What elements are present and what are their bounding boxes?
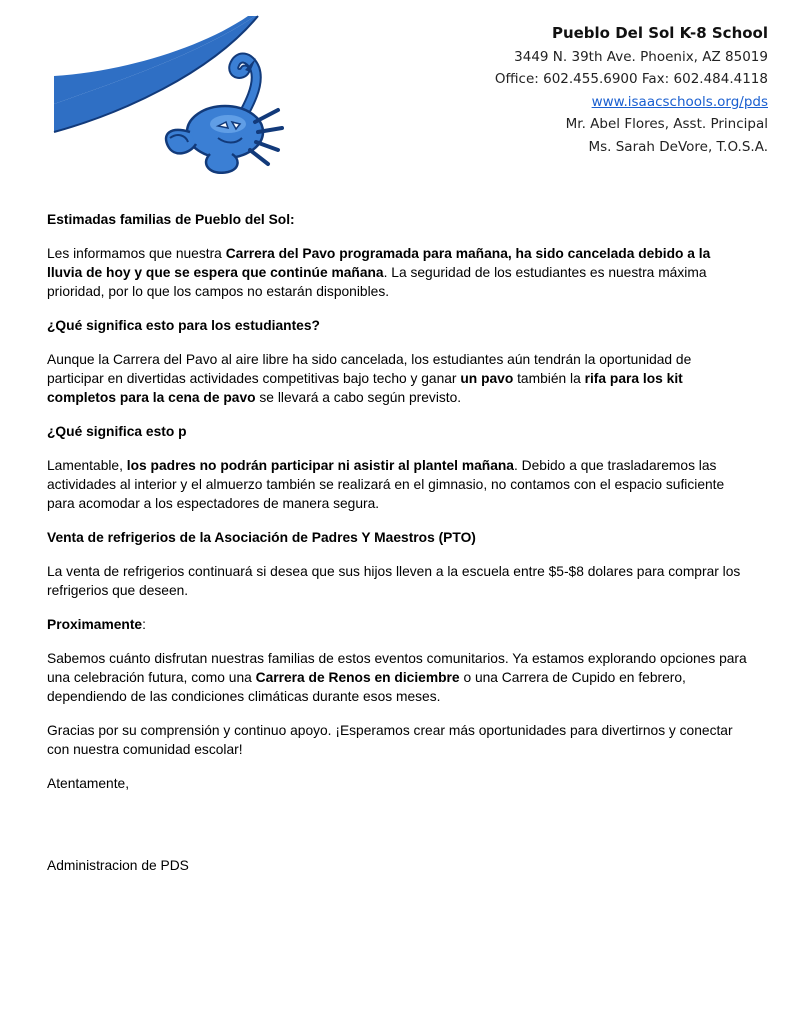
paragraph-students: Aunque la Carrera del Pavo al aire libre ha sido cancelada, los estudiantes aún tendrán la oportunidad de participar en divertidas actividades competitivas bajo techo y ganar un pavo también la rifa para los kit completos para la cena de pavo se llevará a cabo según previsto.: [47, 352, 692, 405]
heading-upcoming: Proximamente:: [47, 617, 146, 632]
tosa-name: Ms. Sarah DeVore, T.O.S.A.: [588, 138, 768, 155]
school-phone: Office: 602.455.6900 Fax: 602.484.4118: [494, 71, 768, 87]
heading-pto: Venta de refrigerios de la Asociación de Padres Y Maestros (PTO): [47, 530, 476, 545]
signature: Administracion de PDS: [47, 858, 189, 873]
paragraph-upcoming: Sabemos cuánto disfrutan nuestras familias de estos eventos comunitarios. Ya estamos explorando opciones para una celebración futura, como una Carrera de Renos en diciembre o una Carrera de Cupido en febrero, dependiendo de las condiciones climáticas durante esos meses.: [47, 651, 747, 704]
greeting: Estimadas familias de Pueblo del Sol:: [47, 212, 295, 227]
website-link[interactable]: www.isaacschools.org/pds: [591, 93, 768, 110]
school-name: Pueblo Del Sol K-8 School: [551, 24, 768, 42]
scorpion-logo-icon: [50, 14, 300, 174]
letter-body: [47, 210, 747, 890]
school-address: 3449 N. 39th Ave. Phoenix, AZ 85019: [514, 48, 768, 65]
school-header: [348, 22, 768, 158]
principal-name: Mr. Abel Flores, Asst. Principal: [565, 116, 768, 132]
heading-students: ¿Qué significa esto para los estudiantes?: [47, 318, 320, 333]
closing: Atentamente,: [47, 776, 130, 791]
paragraph-pto: La venta de refrigerios continuará si desea que sus hijos lleven a la escuela entre $5-$8 dolares para comprar los refrigerios que deseen.: [47, 564, 741, 598]
paragraph-thanks: Gracias por su comprensión y continuo apoyo. ¡Esperamos crear más oportunidades para divertirnos y conectar con nuestra comunidad escolar!: [47, 723, 733, 757]
paragraph-cancellation: Les informamos que nuestra Carrera del Pavo programada para mañana, ha sido cancelada debido a la lluvia de hoy y que se espera que continúe mañana. La seguridad de los estudiantes es nuestra máxima prioridad, por lo que los campos no estarán disponibles.: [47, 246, 711, 299]
school-logo: [50, 14, 300, 174]
paragraph-parents: Lamentable, los padres no podrán participar ni asistir al plantel mañana. Debido a que trasladaremos las actividades al interior y el almuerzo también se realizará en el gimnasio, no contamos con el espacio suficiente para acomodar a los espectadores de manera segura.: [47, 458, 725, 511]
heading-parents: ¿Qué significa esto p: [47, 424, 187, 439]
